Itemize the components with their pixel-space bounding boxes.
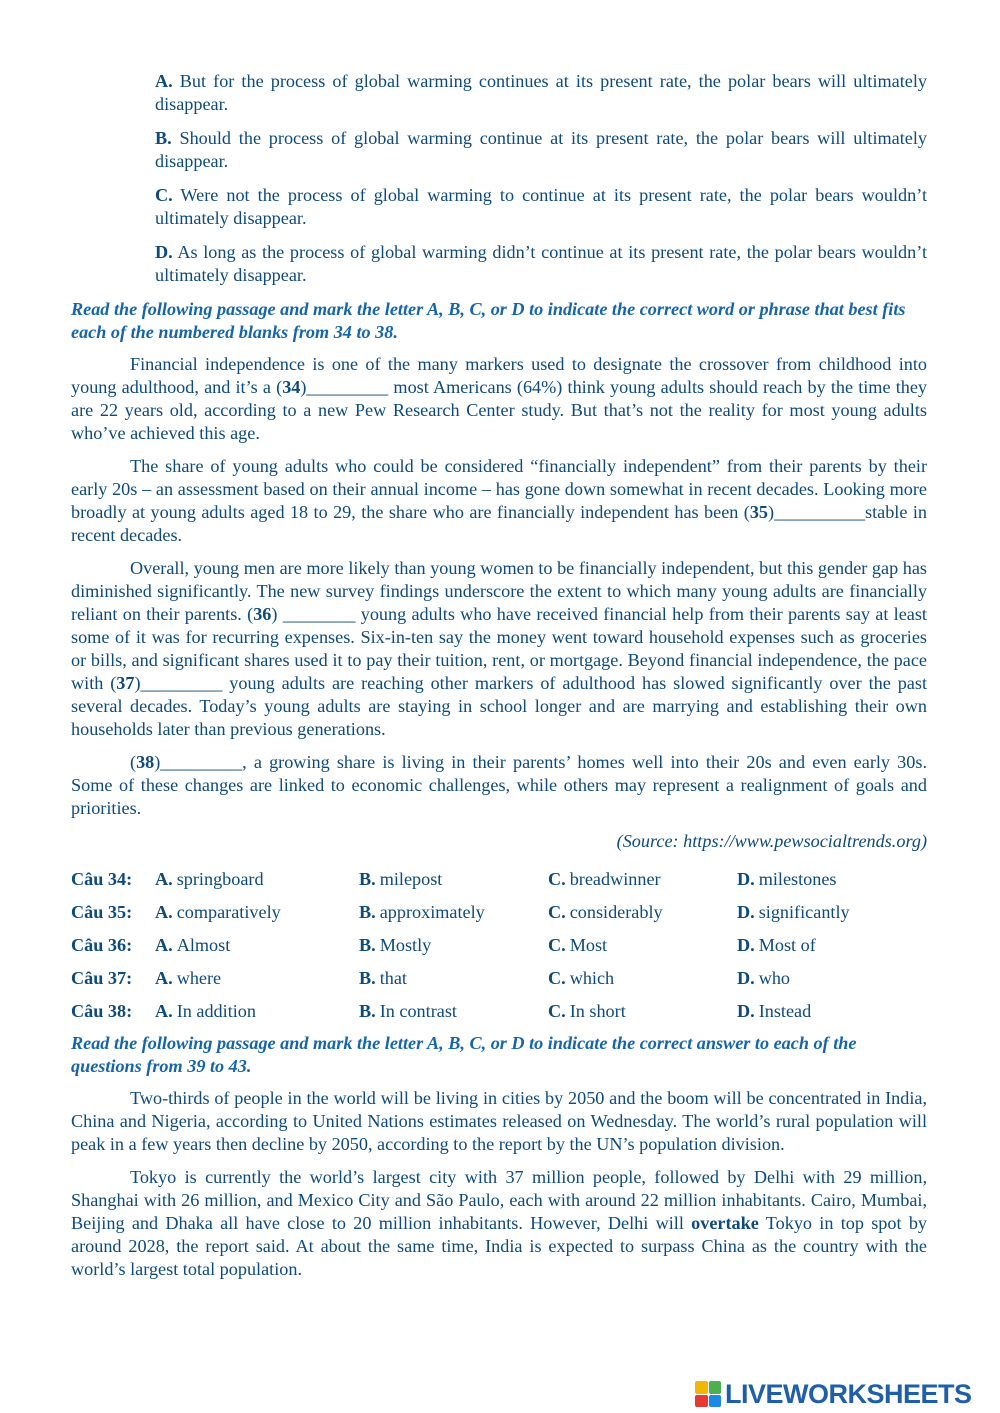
blank-number-34: 34	[282, 377, 301, 397]
answer-option-d[interactable]: D. significantly	[737, 902, 850, 922]
answer-option-a[interactable]: A. Almost	[155, 935, 231, 955]
question-label: Câu 35:	[71, 902, 133, 922]
question-38	[71, 995, 927, 1028]
passage1-instruction: Read the following passage and mark the letter A, B, C, or D to indicate the correct word or phrase that best fits each of the numbered blanks from 34 to 38.	[71, 299, 906, 342]
highlighted-word: overtake	[691, 1213, 759, 1233]
answer-option-d[interactable]: D. who	[737, 968, 791, 988]
passage2-paragraph-2: Tokyo is currently the world’s largest city with 37 million people, followed by Delhi with 29 million, Shanghai with 26 million, and Mexico City and São Paulo, each with around 22 million inhabitants. Cairo, Mumbai, Beijing and Dhaka all have close to 20 million inhabitants. However, Delhi will overtake Tokyo in top spot by around 2028, the report said. At about the same time, India is expected to surpass China as the country with the world’s largest total population.	[71, 1167, 928, 1279]
passage1-paragraph-3: Overall, young men are more likely than young women to be financially independent, but this gender gap has diminished significantly. The new survey findings underscore the extent to which many young adults are financially reliant on their parents. (36) ________ young adults who have received financial help from their parents say at least some of it was for recurring expenses. Six-in-ten say the money went toward household expenses such as groceries or bills, and significant shares used it to pay their tuition, rent, or mortgage. Beyond financial independence, the pace with (37)_________ young adults are reaching other markers of adulthood has slowed significantly over the past several decades. Today’s young adults are staying in school longer and are marrying and establishing their own households later than previous generations.	[71, 558, 927, 739]
passage2-instruction: Read the following passage and mark the letter A, B, C, or D to indicate the correct answer to each of the questions from 39 to 43.	[71, 1033, 857, 1076]
answer-option-d[interactable]: D. Most of	[737, 935, 816, 955]
liveworksheets-logo[interactable]	[695, 1378, 995, 1410]
answer-option-a[interactable]: A. springboard	[155, 869, 264, 889]
answer-option-c[interactable]: C. which	[548, 968, 615, 988]
q33-option-d: D. As long as the process of global warming didn’t continue at its present rate, the polar bears wouldn’t ultimately disappear.	[155, 242, 928, 285]
question-37	[71, 962, 927, 995]
question-label: Câu 34:	[71, 869, 133, 889]
answer-option-c[interactable]: C. considerably	[548, 902, 663, 922]
question-34	[71, 863, 927, 896]
liveworksheets-logo-icon	[695, 1381, 721, 1407]
q33-option-c: C. Were not the process of global warming to continue at its present rate, the polar bears wouldn’t ultimately disappear.	[155, 185, 927, 228]
passage1-paragraph-4: (38)_________, a growing share is living in their parents’ homes well into their 20s and even early 30s. Some of these changes are linked to economic challenges, while others may represent a realignment of goals and priorities.	[71, 752, 927, 818]
answer-option-a[interactable]: A. comparatively	[155, 902, 281, 922]
answer-option-c[interactable]: C. Most	[548, 935, 608, 955]
logo-square-icon	[709, 1381, 722, 1394]
passage1-paragraph-2: The share of young adults who could be considered “financially independent” from their parents by their early 20s – an assessment based on their annual income – has gone down somewhat in recent decades. Looking more broadly at young adults aged 18 to 29, the share who are financially independent has been (35)__________stable in recent decades.	[71, 456, 927, 545]
logo-square-icon	[695, 1381, 708, 1394]
answer-option-d[interactable]: D. milestones	[737, 869, 837, 889]
blank-number-35: 35	[749, 502, 769, 522]
answer-option-b[interactable]: B. In contrast	[359, 1001, 457, 1021]
blank-number-36: 36	[253, 604, 272, 624]
answer-option-b[interactable]: B. Mostly	[359, 935, 432, 955]
worksheet-page	[71, 70, 927, 1291]
q33-option-b: B. Should the process of global warming continue at its present rate, the polar bears will ultimately disappear.	[155, 128, 927, 171]
liveworksheets-logo-text: LIVEWORKSHEETS	[725, 1378, 972, 1409]
blank-number-38: 38	[136, 752, 155, 772]
answer-option-d[interactable]: D. Instead	[737, 1001, 812, 1021]
answer-option-a[interactable]: A. In addition	[155, 1001, 256, 1021]
q33-options	[71, 70, 927, 287]
blank-number-37: 37	[116, 673, 135, 693]
question-list	[71, 863, 927, 1028]
passage1-paragraph-1: Financial independence is one of the many markers used to designate the crossover from childhood into young adulthood, and it’s a (34)_________ most Americans (64%) think young adults should reach by the time they are 22 years old, according to a new Pew Research Center study. But that’s not the reality for most young adults who’ve achieved this age.	[71, 354, 928, 443]
passage1-source: (Source: https://www.pewsocialtrends.org)	[616, 831, 927, 851]
answer-option-b[interactable]: B. milepost	[359, 869, 443, 889]
question-36	[71, 929, 927, 962]
logo-square-icon	[695, 1395, 708, 1408]
passage2-paragraph-1: Two-thirds of people in the world will be living in cities by 2050 and the boom will be concentrated in India, China and Nigeria, according to United Nations estimates released on Wednesday. The world’s rural population will peak in a few years then decline by 2050, according to the report by the UN’s population division.	[71, 1088, 927, 1154]
logo-square-icon	[709, 1395, 722, 1408]
question-35	[71, 896, 927, 929]
answer-option-c[interactable]: C. In short	[548, 1001, 626, 1021]
question-label: Câu 36:	[71, 935, 133, 955]
question-label: Câu 38:	[71, 1001, 133, 1021]
question-label: Câu 37:	[71, 968, 133, 988]
answer-option-b[interactable]: B. that	[359, 968, 407, 988]
answer-option-a[interactable]: A. where	[155, 968, 222, 988]
answer-option-c[interactable]: C. breadwinner	[548, 869, 661, 889]
q33-option-a: A. But for the process of global warming continues at its present rate, the polar bears will ultimately disappear.	[155, 71, 927, 114]
answer-option-b[interactable]: B. approximately	[359, 902, 485, 922]
